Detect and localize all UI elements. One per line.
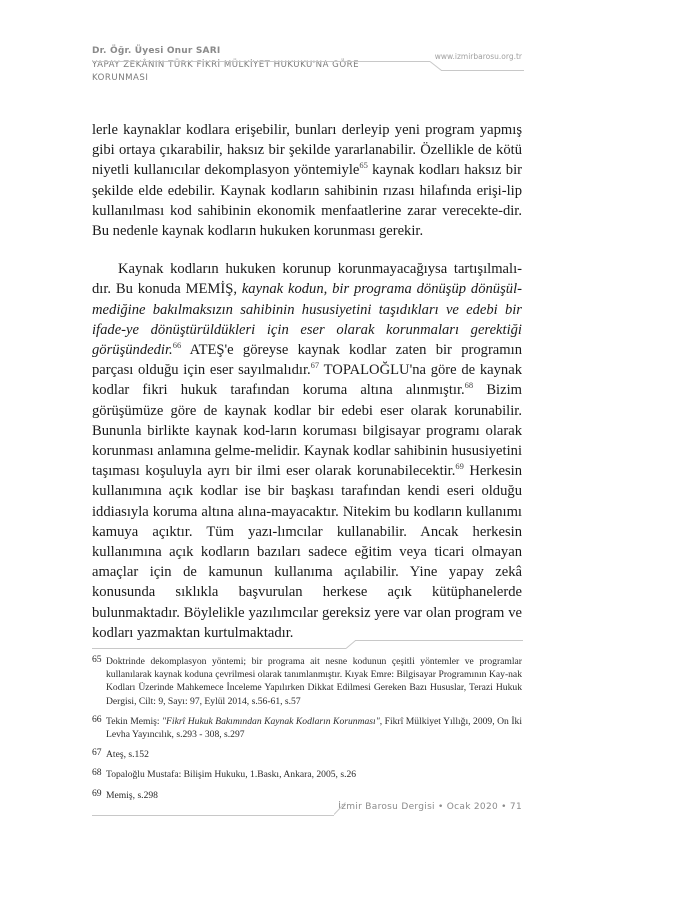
footnote-rule <box>92 648 346 649</box>
footnote-ref-68[interactable]: 68 <box>464 380 474 391</box>
p2-text-a: Kaynak kodların hukuken korunup korunmayacağıysa tartışılmalı-dır. Bu konuda MEMİŞ, <box>92 261 522 298</box>
body-text <box>92 120 522 643</box>
footnote-67 <box>92 748 522 761</box>
p2-text-d: Bizim görüşümüze göre de kaynak kodlar bir edebi eser olarak korunabilir. Bununla birlikte kaynak kod-ların koruması bilgisayar programı olarak korunması anlamına gelme-melidir. Kaynak kodlar sahibinin hususiyetini taşıması koşuluyla ayrı bir ilmi eser olarak korunabilecektir. <box>92 382 522 480</box>
site-url: www.izmirbarosu.org.tr <box>434 52 522 61</box>
paragraph-2 <box>92 259 522 643</box>
footnote-italic-title: "Fikrî Hukuk Bakımından Kaynak Kodların Korunması" <box>162 715 380 727</box>
p1-text-b: kaynak kodları haksız bir şekilde elde edebilir. Kaynak kodların sahibinin rızası hilafında erişi-lip kullanılması kod sahibinin ekonomik menfaatlerine zarar verecekte-dir. Bu nedenle kaynak kodların hukuken korunması gerekir. <box>92 162 523 240</box>
journal-footer: İzmir Barosu Dergisi • Ocak 2020 • 71 <box>338 802 522 812</box>
header-rule-right <box>441 70 524 71</box>
paragraph-1 <box>92 120 522 241</box>
footnote-number: 65 <box>92 654 102 665</box>
p2-text-e: Herkesin kullanımına açık kodlar ise bir başkası tarafından kendi eseri olduğu iddiasıyla koruma altına alına-mayacaktır. Nitekim bu kodların kullanımı kamuya açıktır. Tüm yazı-lımcılar kullanabilir. Ancak herkesin kullanımına açık kodların bazıları sadece eğitim veya ticari olmayan amaçlar için de kamunun kullanıma açılabilir. Yine yapay zekâ konusunda sıklıkla başvurulan herkese açık kütüphanelerde bulunmaktadır. Böylelikle yazılımcılar gereksiz yere var olan program ve kodları yazmaktan kurtulmaktadır. <box>92 463 522 641</box>
p2-text-b: ATEŞ'e göreyse kaynak kodlar zaten bir programın parçası olduğu için eser sayılmalıdır. <box>92 342 522 379</box>
footnote-number: 68 <box>92 767 102 779</box>
footnote-text-post: , Fikrî Mülkiyet Yıllığı, 2009, On İki Levha Yayıncılık, s.293 - 308, s.297 <box>106 715 522 741</box>
footer-rule-slant <box>334 802 346 815</box>
footnote-text-pre: Tekin Memiş: <box>106 715 163 727</box>
article-title-line-1: YAPAY ZEKÂNIN TÜRK FİKRİ MÜLKİYET HUKUKU'NA GÖRE <box>92 60 360 70</box>
footnote-68 <box>92 768 522 781</box>
footnote-ref-66[interactable]: 66 <box>172 340 182 351</box>
footnote-text: Ateş, s.152 <box>106 749 149 761</box>
footnote-number: 69 <box>92 787 102 799</box>
footnote-rule-slant <box>346 640 356 649</box>
footnote-66 <box>92 715 522 741</box>
footnote-number: 67 <box>92 747 102 759</box>
footnote-text: Topaloğlu Mustafa: Bilişim Hukuku, 1.Baskı, Ankara, 2005, s.26 <box>106 769 357 781</box>
author-name: Dr. Öğr. Üyesi Onur SARI <box>92 46 221 56</box>
footnote-69 <box>92 789 522 802</box>
footnote-ref-65[interactable]: 65 <box>359 160 368 171</box>
footnotes <box>92 655 522 809</box>
footnote-number: 66 <box>92 713 102 725</box>
footnote-ref-67[interactable]: 67 <box>310 360 320 371</box>
footnote-65 <box>92 655 522 708</box>
article-title-line-2: KORUNMASI <box>92 73 149 83</box>
p2-quote: kaynak kodun, bir programa dönüşüp dönüşül-mediğine bakılmaksızın sahibinin hususiyetini taşıdıkları ve edebi bir ifade-ye dönüştürüldükleri için eser olarak korunmaları gerektiği görüşündedir. <box>92 281 522 359</box>
p2-text-c: TOPALOĞLU'na göre de kaynak kodlar fikri hukuk tarafından koruma altına alınmıştır. <box>92 362 522 399</box>
header-rule <box>92 61 430 62</box>
footnote-ref-69[interactable]: 69 <box>455 461 464 472</box>
footnote-text: Doktrinde dekomplasyon yöntemi; bir programa ait nesne kodunun çeşitli yöntemler ve programlar kullanılarak kaynak koduna çevrilmesi olarak tanımlanmıştır. Kıyak Emre: Bilgisayar Programının Kay-nak Kodları Üzerinde Mahkemece İnceleme Yapılırken Dikkat Edilmesi Gereken Bazı Hususlar, Terazi Hukuk Dergisi, Cilt: 9, Sayı: 97, Eylül 2014, s.56-61, s.57 <box>106 656 522 707</box>
footnote-text: Memiş, s.298 <box>106 789 158 801</box>
footnote-rule-right <box>355 640 523 641</box>
p1-text-a: lerle kaynaklar kodlara erişebilir, bunları derleyip yeni program yapmış gibi ortaya çıkarabilir, haksız bir şekilde yararlanabilir. Özellikle de kötü niyetli kullanıcılar dekomplasyon yöntemiyle <box>92 122 522 179</box>
footer-rule <box>92 815 334 816</box>
article-title <box>92 59 532 85</box>
